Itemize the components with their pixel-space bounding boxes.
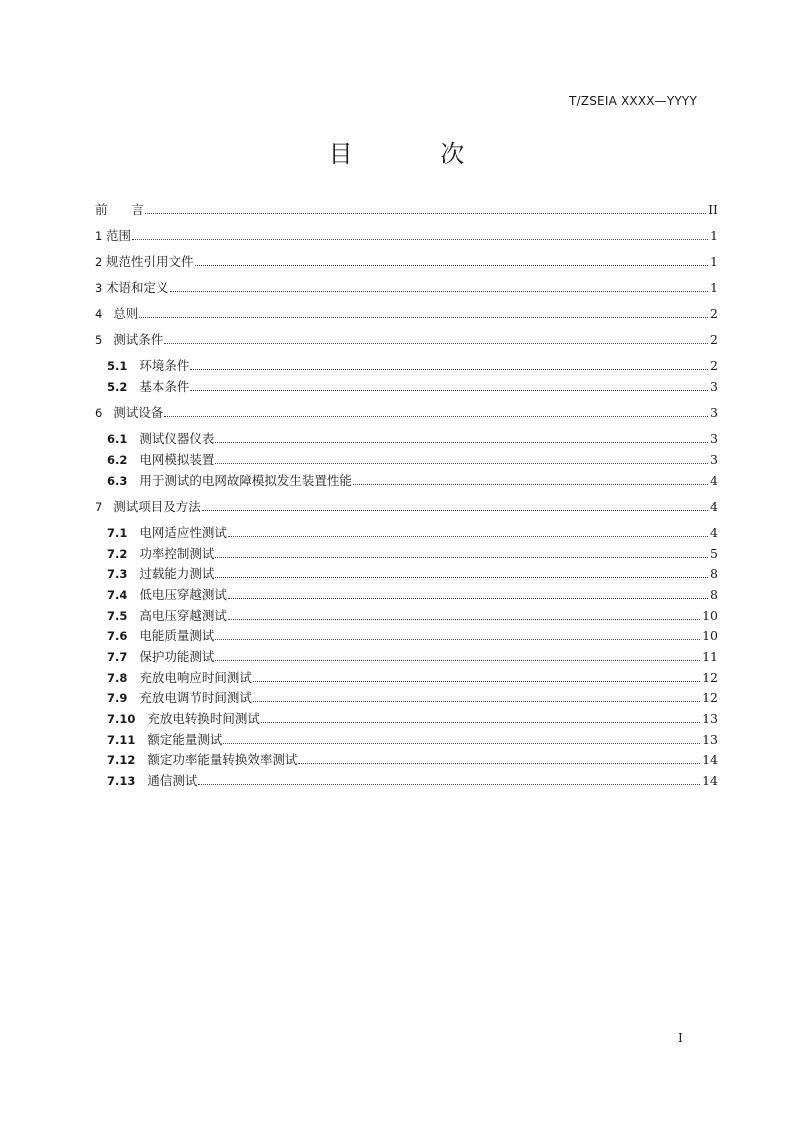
toc-dot-leader (215, 659, 700, 661)
toc-entry[interactable] (95, 730, 718, 751)
page-number: I (678, 1031, 683, 1045)
toc-entry-number: 1 (95, 229, 106, 244)
toc-entry-label: 额定能量测试 (147, 731, 223, 747)
toc-entry-label: 充放电响应时间测试 (139, 669, 252, 685)
toc-entry[interactable] (95, 544, 718, 565)
toc-entry-page: 3 (710, 405, 718, 421)
toc-entry-label: 电能质量测试 (139, 628, 215, 644)
toc-entry-label: 基本条件 (139, 379, 190, 395)
toc-entry-number: 7.8 (107, 670, 140, 685)
toc-dot-leader (223, 742, 700, 744)
toc-dot-leader (215, 576, 708, 578)
toc-entry-label: 过载能力测试 (139, 566, 215, 582)
toc-entry[interactable] (95, 200, 718, 221)
toc-dot-leader (132, 238, 708, 240)
toc-entry[interactable] (95, 377, 718, 398)
toc-dot-leader (164, 415, 708, 417)
toc-entry-page: 1 (710, 254, 718, 270)
toc-entry[interactable] (95, 709, 718, 730)
toc-entry[interactable] (95, 668, 718, 689)
toc-entry-number: 7.7 (107, 649, 140, 664)
toc-dot-leader (253, 680, 700, 682)
toc-entry-page: 8 (710, 586, 718, 602)
toc-entry-label: 测试设备 (113, 405, 164, 421)
toc-entry-label: 用于测试的电网故障模拟发生装置性能 (139, 472, 352, 488)
toc-entry-page: 2 (710, 306, 718, 322)
page-title: 目 次 (328, 140, 505, 168)
toc-dot-leader (253, 700, 700, 702)
toc-entry-page: 2 (710, 332, 718, 348)
toc-dot-leader (228, 597, 708, 599)
toc-entry-number: 7.12 (107, 753, 148, 768)
toc-entry[interactable] (95, 356, 718, 377)
toc-entry-page: 10 (702, 607, 718, 623)
toc-entry-label: 功率控制测试 (139, 545, 215, 561)
toc-entry-label: 规范性引用文件 (105, 254, 194, 270)
toc-entry-label: 总则 (113, 306, 139, 322)
toc-entry-page: 13 (702, 711, 718, 727)
toc-entry-page: 4 (710, 498, 718, 514)
toc-entry[interactable] (95, 252, 718, 273)
toc-dot-leader (215, 462, 708, 464)
toc-entry[interactable] (95, 626, 718, 647)
toc-entry-label: 通信测试 (147, 773, 198, 789)
toc-entry-label: 范围 (105, 228, 131, 244)
toc-dot-leader (215, 441, 708, 443)
toc-entry-number: 6.2 (107, 453, 140, 467)
toc-entry-number: 2 (95, 255, 106, 270)
toc-entry-page: 12 (702, 669, 718, 685)
toc-entry[interactable] (95, 523, 718, 544)
toc-entry-number: 7.6 (107, 629, 140, 644)
toc-entry-number: 6.1 (107, 432, 140, 447)
toc-dot-leader (164, 342, 708, 344)
toc-entry-label: 术语和定义 (105, 280, 169, 296)
toc-entry-number: 3 (95, 281, 106, 296)
toc-dot-leader (215, 556, 708, 558)
toc-entry-number: 7.9 (107, 691, 140, 706)
toc-entry[interactable] (95, 429, 718, 450)
toc-dot-leader (298, 762, 700, 764)
toc-entry-number: 7.13 (107, 774, 148, 789)
toc-entry-number: 7.10 (107, 712, 148, 727)
toc-entry[interactable] (95, 688, 718, 709)
toc-dot-leader (261, 721, 700, 723)
toc-entry-page: 14 (702, 752, 718, 768)
toc-dot-leader (145, 212, 706, 214)
toc-entry-number: 7.2 (107, 546, 140, 561)
toc-entry[interactable] (95, 771, 718, 792)
toc-entry[interactable] (95, 564, 718, 585)
toc-entry-number: 5.2 (107, 380, 140, 395)
toc-entry-label: 充放电转换时间测试 (147, 711, 260, 727)
toc-entry-page: 4 (710, 524, 718, 540)
toc-entry-number: 5.1 (107, 359, 140, 374)
toc-entry[interactable] (95, 585, 718, 606)
toc-entry-label: 保护功能测试 (139, 648, 215, 664)
toc-dot-leader (202, 509, 708, 511)
toc-entry-label: 测试条件 (113, 332, 164, 348)
toc-entry[interactable] (95, 403, 718, 424)
toc-entry[interactable] (95, 330, 718, 351)
toc-entry-label: 充放电调节时间测试 (139, 690, 252, 706)
toc-entry[interactable] (95, 647, 718, 668)
toc-entry-label: 高电压穿越测试 (139, 607, 227, 623)
toc-entry[interactable] (95, 606, 718, 627)
toc-entry[interactable] (95, 304, 718, 325)
standard-code: T/ZSEIA XXXX—YYYY (569, 94, 697, 108)
toc-entry-page: 3 (710, 379, 718, 395)
toc-dot-leader (190, 389, 708, 391)
toc-dot-leader (139, 316, 708, 318)
toc-entry-label: 测试仪器仪表 (139, 431, 215, 447)
toc-entry-page: 14 (702, 773, 718, 789)
toc-entry-number: 6.3 (107, 473, 140, 488)
toc-entry-number: 7.4 (107, 587, 140, 602)
toc-entry-page: 10 (702, 628, 718, 644)
toc-entry-label: 环境条件 (139, 358, 190, 374)
toc-entry-number: 7.5 (107, 608, 140, 623)
toc-entry-label: 额定功率能量转换效率测试 (147, 752, 298, 768)
toc-entry-page: II (708, 202, 718, 217)
table-of-contents (95, 200, 718, 792)
toc-entry-page: 11 (702, 648, 718, 664)
toc-entry-page: 3 (710, 452, 718, 467)
toc-entry-page: 4 (710, 472, 718, 488)
toc-entry-page: 5 (710, 545, 718, 561)
toc-entry-number: 7 (95, 499, 114, 514)
toc-dot-leader (198, 783, 700, 785)
toc-entry-number: 7.3 (107, 567, 140, 582)
toc-entry-page: 12 (702, 690, 718, 706)
toc-entry[interactable] (95, 750, 718, 771)
toc-entry-label: 电网适应性测试 (139, 524, 227, 540)
toc-entry-label: 测试项目及方法 (113, 498, 201, 514)
toc-dot-leader (170, 290, 709, 292)
toc-dot-leader (353, 483, 708, 485)
toc-entry-number: 5 (95, 333, 114, 348)
toc-entry-page: 8 (710, 566, 718, 582)
toc-entry-page: 1 (710, 280, 718, 296)
toc-dot-leader (195, 264, 709, 266)
toc-entry-number: 6 (95, 406, 114, 421)
toc-entry-page: 3 (710, 431, 718, 447)
toc-entry-number: 7.11 (107, 732, 148, 747)
toc-entry[interactable] (95, 450, 718, 471)
toc-entry-label: 前 言 (95, 202, 144, 217)
toc-entry[interactable] (95, 226, 718, 247)
toc-entry[interactable] (95, 497, 718, 518)
toc-entry-label: 电网模拟装置 (139, 452, 215, 467)
toc-entry-number: 7.1 (107, 525, 140, 540)
toc-entry-label: 低电压穿越测试 (139, 586, 227, 602)
toc-dot-leader (190, 368, 708, 370)
toc-entry[interactable] (95, 471, 718, 492)
toc-entry[interactable] (95, 278, 718, 299)
toc-entry-number: 4 (95, 307, 114, 322)
toc-dot-leader (215, 638, 700, 640)
toc-entry-page: 13 (702, 731, 718, 747)
toc-dot-leader (228, 618, 700, 620)
toc-entry-page: 1 (710, 228, 718, 244)
toc-entry-page: 2 (710, 358, 718, 374)
toc-dot-leader (228, 535, 708, 537)
